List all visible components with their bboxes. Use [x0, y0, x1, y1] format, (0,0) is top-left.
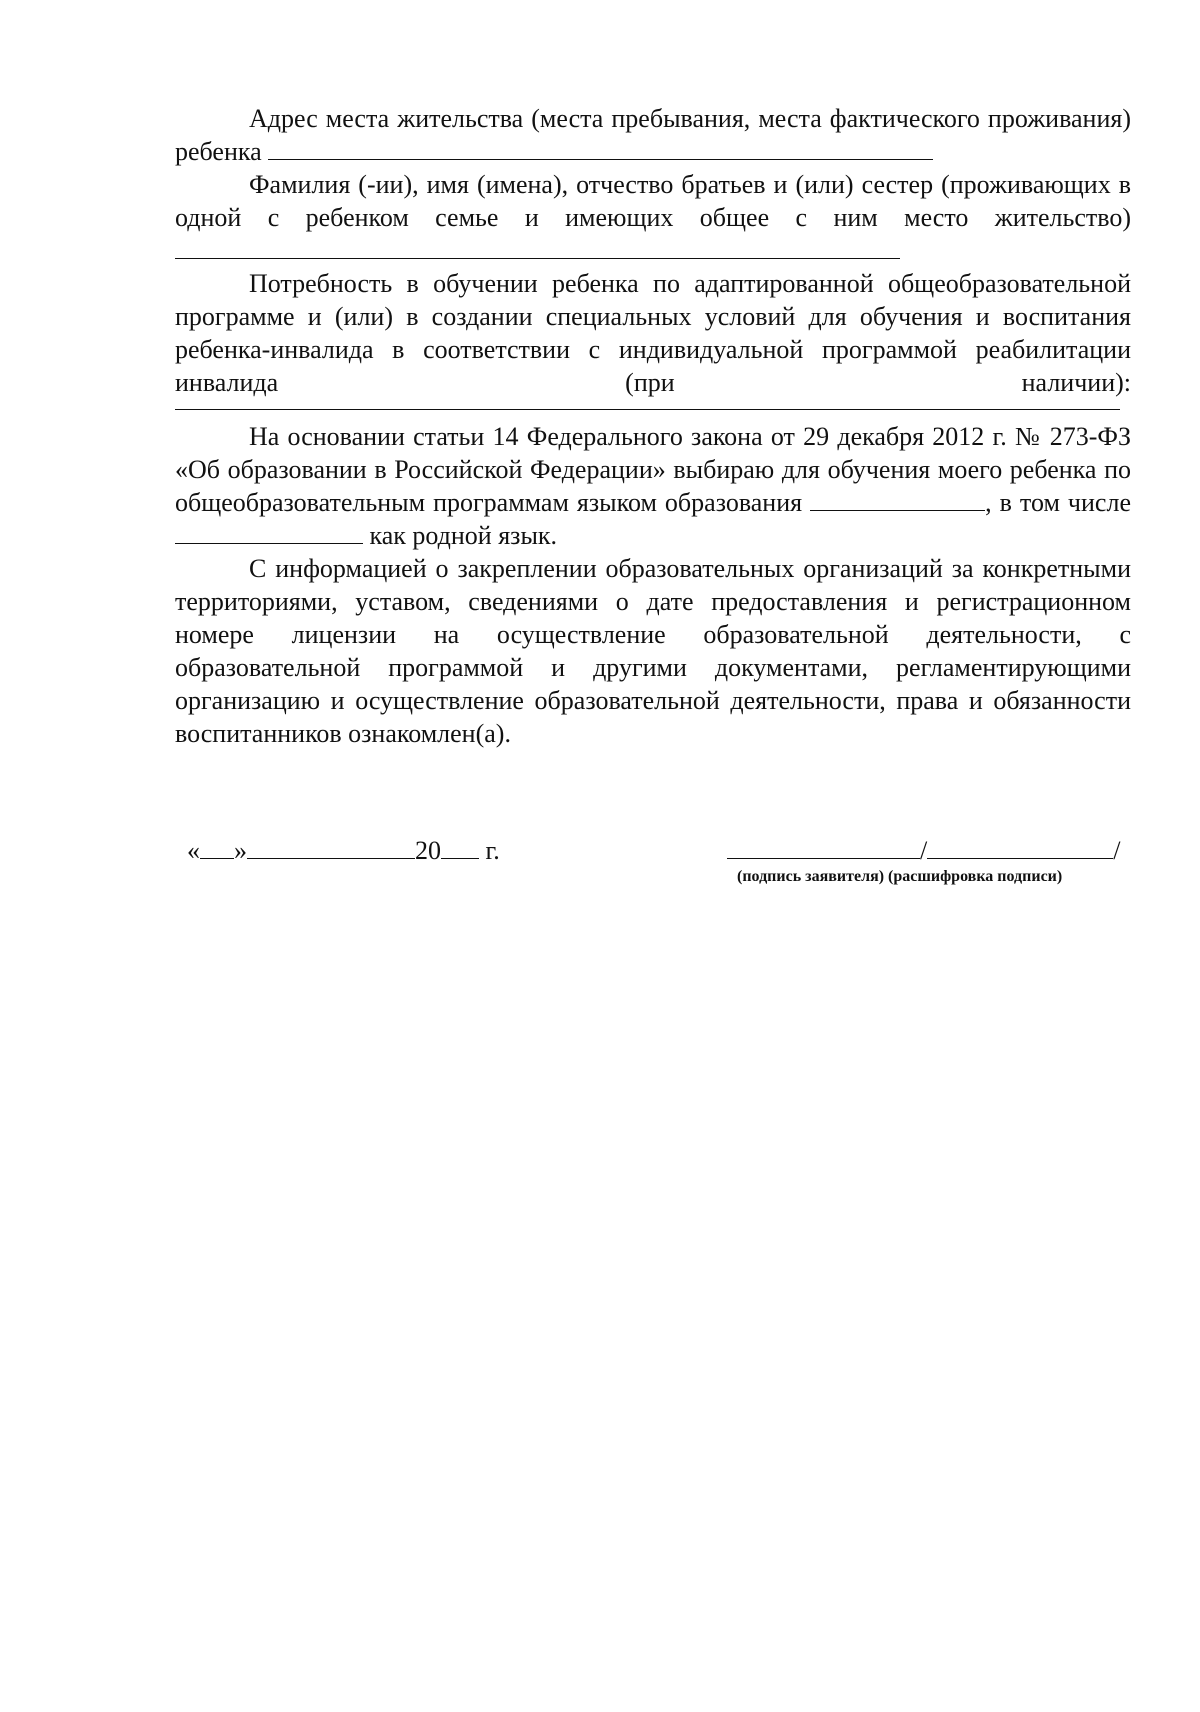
- month-field[interactable]: [247, 836, 415, 859]
- signature-line: [727, 836, 1120, 866]
- year-field[interactable]: [441, 836, 479, 859]
- needs-paragraph: [175, 267, 1131, 399]
- acknowledgement-text: С информацией о закреплении образовательных организаций за конкретными территориями, уставом, сведениями о дате предоставления и регистрационном номере лицензии на осуществление образовательной деятельности, с образовательной программой и другими документами, регламентирующими организацию и осуществление образовательной деятельности, права и обязанности воспитанников ознакомлен(а).: [175, 554, 1131, 748]
- signature-caption: (подпись заявителя) (расшифровка подписи): [737, 868, 1063, 885]
- language-text-start: На основании статьи 14 Федерального закона от 29 декабря 2012 г. № 273-ФЗ «Об образовании в Российской Федерации» выбираю для обучения моего ребенка по общеобразовательным программам языком образования: [175, 422, 1131, 517]
- needs-field-line[interactable]: [175, 399, 1120, 410]
- year-suffix: г.: [485, 836, 500, 865]
- needs-text: Потребность в обучении ребенка по адаптированной общеобразовательной программе и (или) в создании специальных условий для обучения и воспитания ребенка-инвалида в соответствии с индивидуальной программой реабилитации инвалида (при наличии):: [175, 269, 1131, 397]
- signature-separator-1: /: [920, 836, 928, 865]
- siblings-label: Фамилия (-ии), имя (имена), отчество братьев и (или) сестер (проживающих в одной с ребенком семье и имеющих общее с ним место жительство): [175, 170, 1131, 232]
- language-text-end: как родной язык.: [369, 521, 558, 550]
- date-line: [187, 836, 500, 866]
- education-language-field[interactable]: [810, 488, 985, 511]
- language-paragraph: [175, 420, 1131, 552]
- signature-separator-2: /: [1113, 836, 1121, 865]
- year-prefix: 20: [415, 836, 441, 865]
- siblings-field-line[interactable]: [175, 236, 900, 259]
- day-field[interactable]: [200, 836, 234, 859]
- siblings-paragraph: [175, 168, 1131, 267]
- language-text-middle: , в том числе: [985, 488, 1131, 517]
- signature-decoding-field[interactable]: [927, 836, 1113, 859]
- address-label: Адрес места жительства (места пребывания, места фактического проживания) ребенка: [175, 104, 1131, 166]
- signature-field[interactable]: [727, 836, 920, 859]
- date-close-quote: »: [234, 836, 247, 865]
- acknowledgement-paragraph: [175, 552, 1131, 750]
- address-paragraph: [175, 102, 1131, 168]
- application-body: [175, 102, 1131, 750]
- date-open-quote: «: [187, 836, 200, 865]
- native-language-field[interactable]: [175, 521, 363, 544]
- address-field-line[interactable]: [268, 137, 933, 160]
